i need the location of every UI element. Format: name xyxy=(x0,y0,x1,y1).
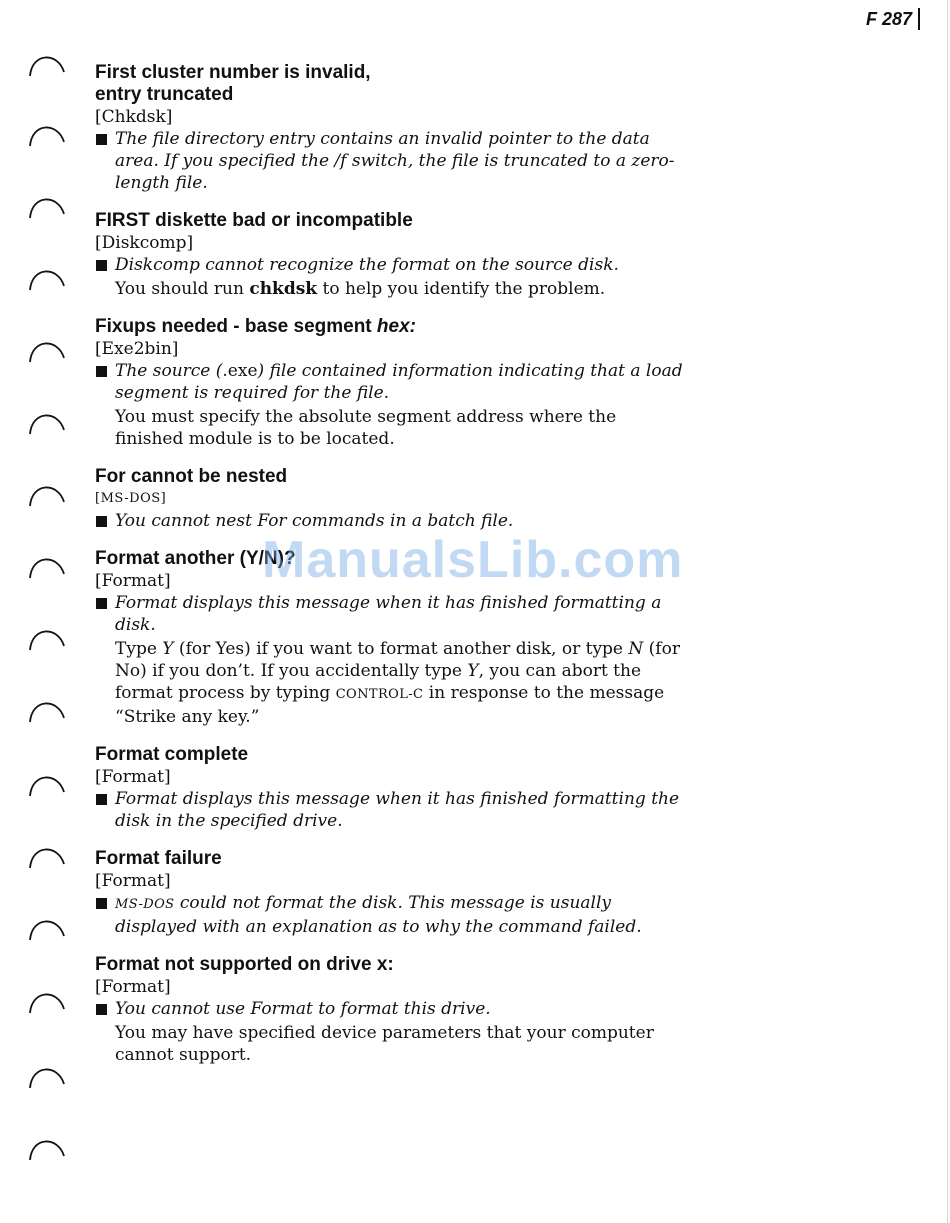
detail-text: You should run xyxy=(115,279,250,299)
watermark: ManualsLib.com xyxy=(262,531,684,589)
file-extension: .exe xyxy=(222,361,258,381)
binder-holes xyxy=(0,0,80,1223)
message-description xyxy=(95,128,685,194)
description-text: Format displays this message when it has finished formatting the disk in the specified drive. xyxy=(115,789,680,831)
bullet-square-icon xyxy=(96,260,107,271)
message-title: FIRST diskette bad or incompatible xyxy=(95,210,413,231)
message-entry xyxy=(95,210,685,300)
message-entry xyxy=(95,316,685,450)
message-entry xyxy=(95,466,685,532)
description-text: Format displays this message when it has finished formatting a disk. xyxy=(115,593,662,635)
bullet-square-icon xyxy=(96,1004,107,1015)
binder-hole-icon xyxy=(22,118,70,148)
message-description xyxy=(95,892,685,938)
binder-hole-icon xyxy=(22,334,70,364)
binder-hole-icon xyxy=(22,1132,70,1162)
binder-hole-icon xyxy=(22,48,70,78)
binder-hole-icon xyxy=(22,694,70,724)
message-title-line: First cluster number is invalid, xyxy=(95,62,371,83)
message-command: [Format] xyxy=(95,571,171,591)
message-title: Format not supported on drive x: xyxy=(95,954,394,975)
description-text: Diskcomp cannot recognize the format on the source disk. xyxy=(115,255,619,275)
detail-text: (for No) if you don’t. If you accidentally type xyxy=(115,639,680,681)
description-text: ) file contained information indicating that a load segment is required for the file. xyxy=(115,361,683,403)
binder-hole-icon xyxy=(22,550,70,580)
message-detail xyxy=(95,638,685,728)
message-command: [MS-DOS] xyxy=(95,491,167,506)
binder-hole-icon xyxy=(22,985,70,1015)
binder-hole-icon xyxy=(22,262,70,292)
bullet-square-icon xyxy=(96,898,107,909)
binder-hole-icon xyxy=(22,406,70,436)
message-title-line: entry truncated xyxy=(95,84,234,105)
message-command: [Format] xyxy=(95,871,171,891)
message-command: [Exe2bin] xyxy=(95,339,179,359)
command-name: chkdsk xyxy=(249,279,318,299)
message-detail xyxy=(95,278,685,300)
bullet-square-icon xyxy=(96,598,107,609)
bullet-square-icon xyxy=(96,794,107,805)
binder-hole-icon xyxy=(22,622,70,652)
detail-text: , you can abort the format process by typing xyxy=(115,661,642,703)
description-text: The file directory entry contains an invalid pointer to the data area. If you specified the /f switch, the file is truncated to a zero-length file. xyxy=(115,129,675,193)
bullet-square-icon xyxy=(96,366,107,377)
binder-hole-icon xyxy=(22,840,70,870)
message-detail: You must specify the absolute segment address where the finished module is to be located. xyxy=(115,407,617,449)
binder-hole-icon xyxy=(22,912,70,942)
title-text: Fixups needed - base segment xyxy=(95,316,377,337)
title-placeholder: hex: xyxy=(376,316,416,337)
detail-text: Type xyxy=(115,639,163,659)
message-detail: You may have specified device parameters that your computer cannot support. xyxy=(115,1023,654,1065)
detail-text: (for Yes) if you want to format another disk, or type xyxy=(173,639,629,659)
binder-hole-icon xyxy=(22,1060,70,1090)
bullet-square-icon xyxy=(96,516,107,527)
message-description xyxy=(95,360,685,404)
description-text: could not format the disk. This message is usually displayed with an explanation as to why the command failed. xyxy=(115,893,642,937)
message-description xyxy=(95,998,685,1020)
message-command: [Chkdsk] xyxy=(95,107,173,127)
binder-hole-icon xyxy=(22,478,70,508)
product-name: MS-DOS xyxy=(115,897,175,912)
description-text: You cannot use Format to format this drive. xyxy=(115,999,491,1019)
message-description xyxy=(95,788,685,832)
message-entry xyxy=(95,744,685,832)
message-command: [Format] xyxy=(95,767,171,787)
message-description xyxy=(95,254,685,276)
message-title: For cannot be nested xyxy=(95,466,288,487)
message-description xyxy=(95,510,685,532)
message-title xyxy=(95,316,685,338)
message-command: [Format] xyxy=(95,977,171,997)
key-letter: N xyxy=(628,639,644,659)
binder-hole-icon xyxy=(22,768,70,798)
message-command: [Diskcomp] xyxy=(95,233,194,253)
message-description xyxy=(95,592,685,636)
binder-hole-icon xyxy=(22,190,70,220)
message-title xyxy=(95,62,685,106)
detail-text: in response to the message “Strike any key.” xyxy=(115,683,665,727)
page-edge xyxy=(947,0,948,1223)
key-letter: Y xyxy=(467,661,479,681)
message-entry xyxy=(95,848,685,938)
description-text: The source ( xyxy=(115,361,223,381)
key-letter: Y xyxy=(162,639,174,659)
bullet-square-icon xyxy=(96,134,107,145)
message-title: Format failure xyxy=(95,848,222,869)
description-text: You cannot nest For commands in a batch file. xyxy=(115,511,514,531)
message-title: Format another (Y/N)? xyxy=(95,548,296,569)
key-combination: CONTROL-C xyxy=(335,687,424,702)
message-entry xyxy=(95,62,685,194)
detail-text: to help you identify the problem. xyxy=(317,279,606,299)
message-title: Format complete xyxy=(95,744,249,765)
page-number: F 287 xyxy=(866,8,920,30)
message-entry xyxy=(95,954,685,1066)
